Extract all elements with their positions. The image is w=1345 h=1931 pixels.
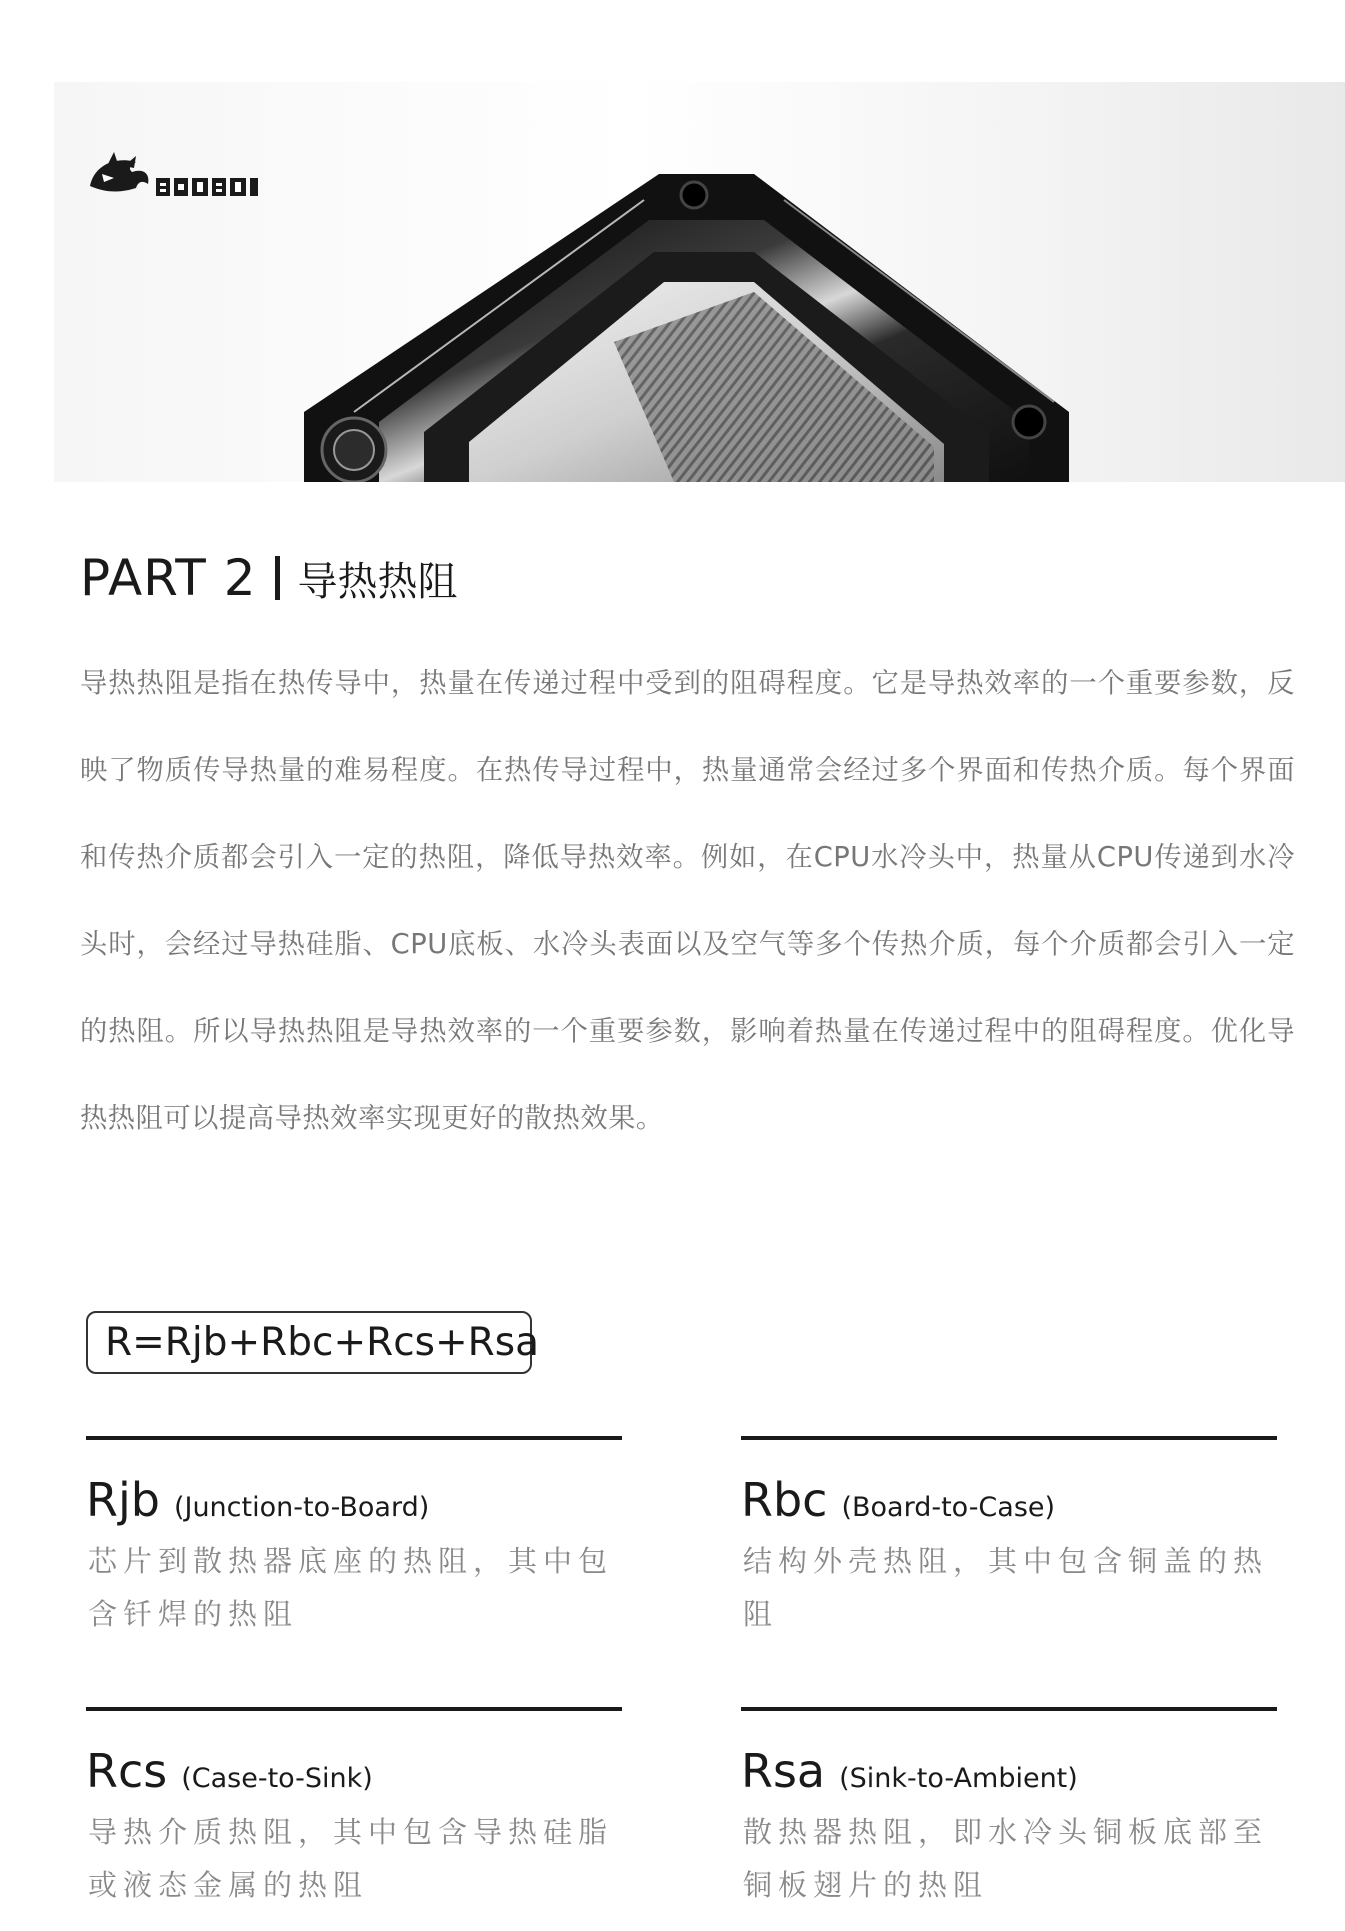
formula-box: R=Rjb+Rbc+Rcs+Rsa (86, 1311, 532, 1374)
card-symbol: Rjb (86, 1473, 160, 1527)
card-description: 结构外壳热阻，其中包含铜盖的热阻 (743, 1544, 1269, 1631)
card-divider (86, 1436, 622, 1440)
section-title: 导热热阻 (297, 558, 458, 605)
card-subtitle: (Sink-to-Ambient) (839, 1763, 1078, 1794)
card-symbol: Rbc (741, 1473, 828, 1527)
dragon-head-icon (84, 148, 284, 208)
card-divider (86, 1707, 622, 1711)
card-header (741, 1744, 1277, 1796)
card-header (86, 1744, 622, 1796)
card-description: 导热介质热阻，其中包含导热硅脂或液态金属的热阻 (88, 1815, 614, 1902)
part-label: PART 2 (80, 549, 257, 607)
card-divider (741, 1707, 1277, 1711)
card-subtitle: (Case-to-Sink) (181, 1763, 373, 1794)
section-heading (80, 548, 458, 608)
card-subtitle: (Junction-to-Board) (173, 1492, 430, 1523)
resistance-card-rcs (86, 1707, 622, 1912)
intro-paragraph: 导热热阻是指在热传导中，热量在传递过程中受到的阻碍程度。它是导热效率的一个重要参数，反映了物质传导热量的难易程度。在热传导过程中，热量通常会经过多个界面和传热介质。每个界面和传热介质都会引入一定的热阻，降低导热效率。例如，在CPU水冷头中，热量从CPU传递到水冷头时，会经过导热硅脂、CPU底板、水冷头表面以及空气等多个传热介质，每个介质都会引入一定的热阻。所以导热热阻是导热效率的一个重要参数，影响着热量在传递过程中的阻碍程度。优化导热热阻可以提高导热效率实现更好的散热效果。 (80, 668, 1295, 1134)
resistance-card-rbc (741, 1436, 1277, 1641)
card-divider (741, 1436, 1277, 1440)
hero-banner (54, 82, 1345, 482)
card-symbol: Rcs (86, 1744, 168, 1798)
brand-logo (84, 148, 284, 208)
card-header (741, 1473, 1277, 1525)
water-block-image (54, 82, 1345, 482)
card-symbol: Rsa (741, 1744, 826, 1798)
resistance-card-rjb (86, 1436, 622, 1641)
card-description: 芯片到散热器底座的热阻，其中包含钎焊的热阻 (88, 1544, 614, 1631)
card-subtitle: (Board-to-Case) (841, 1492, 1056, 1523)
card-header (86, 1473, 622, 1525)
title-divider (275, 556, 280, 600)
card-description: 散热器热阻，即水冷头铜板底部至铜板翅片的热阻 (743, 1815, 1269, 1902)
resistance-card-rsa (741, 1707, 1277, 1912)
